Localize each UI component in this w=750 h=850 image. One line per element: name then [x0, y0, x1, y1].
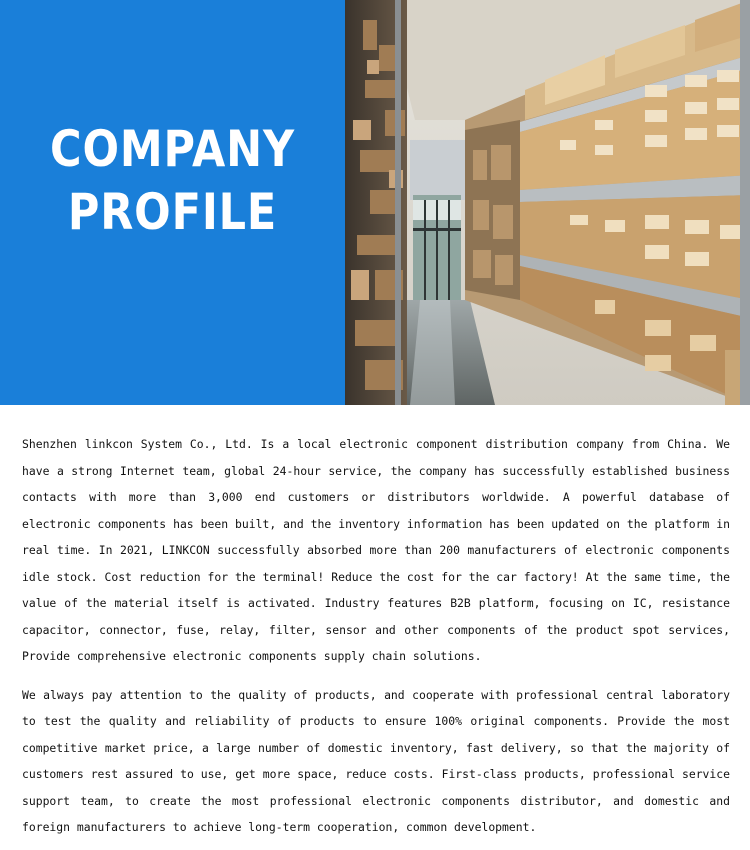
- description-paragraph: Shenzhen linkcon System Co., Ltd. Is a local electronic component distribution company from China. We have a strong Internet team, global 24-hour service, the company has successfully established business contacts with more than 3,000 end customers or distributors worldwide. A powerful database of electronic components has been built, and the inventory information has been updated on the platform in real time. In 2021, LINKCON successfully absorbed more than 200 manufacturers of electronic components idle stock. Cost reduction for the terminal! Reduce the cost for the car factory! At the same time, the value of the material itself is activated. Industry features B2B platform, focusing on IC, resistance capacitor, connector, fuse, relay, filter, sensor and other components of the product spot services, Provide comprehensive electronic components supply chain solutions.: [22, 437, 730, 663]
- quality-paragraph: We always pay attention to the quality of products, and cooperate with professional central laboratory to test the quality and reliability of products to ensure 100% original components. Provide the most competitive market price, a large number of domestic inventory, fast delivery, so that the majority of customers rest assured to use, get more space, reduce costs. First-class products, professional service support team, to create the most professional electronic components distributor, and domestic and foreign manufacturers to achieve long-term cooperation, common development.: [22, 687, 730, 834]
- title-line-company: COMPANY: [50, 120, 295, 178]
- banner-title: [24, 118, 321, 244]
- company-profile-banner: [0, 0, 750, 405]
- title-line-profile: PROFILE: [67, 183, 278, 241]
- title-panel: [0, 0, 345, 405]
- company-description: [22, 431, 730, 841]
- warehouse-shelves-photo: [345, 0, 750, 405]
